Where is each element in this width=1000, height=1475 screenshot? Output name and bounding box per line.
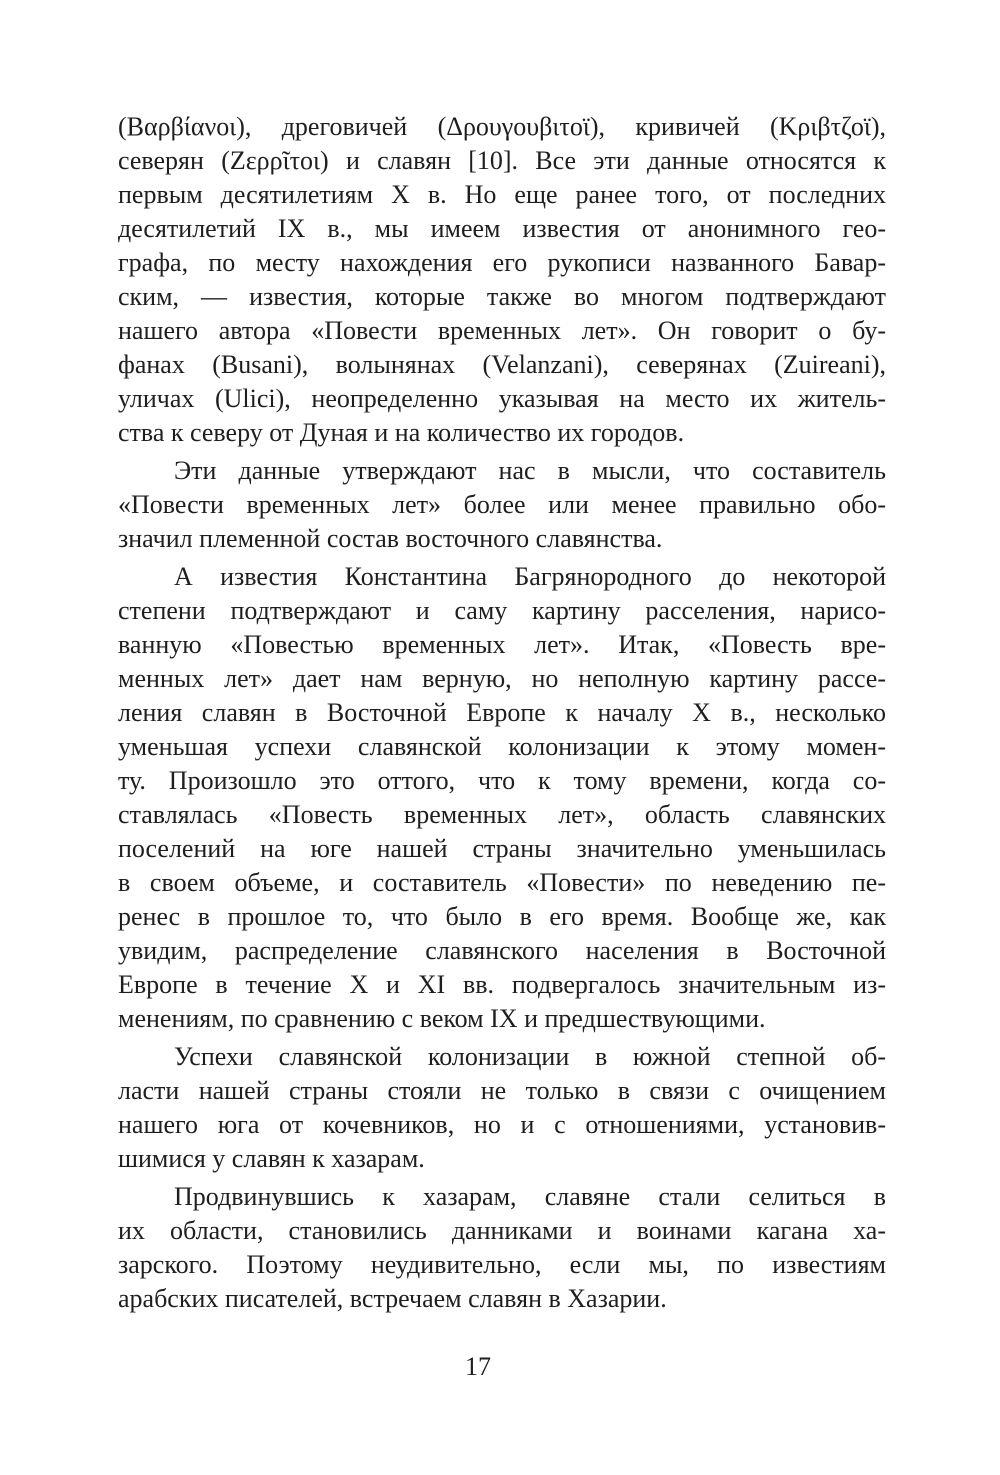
text-line: уличах (Ulici), неопределенно указывая на место их житель- [118,384,886,413]
text-line: менных лет» дает нам верную, но неполную картину рассе- [118,664,886,693]
text-line: значил племенной состав восточного славянства. [118,524,663,553]
text-line: ления славян в Восточной Европе к началу X в., несколько [118,698,886,727]
text-line: Продвинувшись к хазарам, славяне стали селиться в [174,1182,886,1211]
text-line: десятилетий IX в., мы имеем известия от анонимного гео- [118,214,886,243]
text-line: шимися у славян к хазарам. [118,1144,425,1173]
text-line: степени подтверждают и саму картину расселения, нарисо- [118,596,886,625]
text-line: ским, — известия, которые также во многом подтверждают [118,282,886,311]
text-line: нашего автора «Повести временных лет». Он говорит о бу- [118,316,886,345]
text-line: ства к северу от Дуная и на количество их городов. [118,418,685,447]
text-line: ванную «Повестью временных лет». Итак, «Повесть вре- [118,630,886,659]
text-line: в своем объеме, и составитель «Повести» по неведению пе- [118,868,886,897]
text-line: «Повести временных лет» более или менее правильно обо- [118,490,886,519]
text-line: Европе в течение X и XI вв. подвергалось значительным из- [118,970,886,999]
text-line: А известия Константина Багрянородного до некоторой [174,562,886,591]
text-line: ставлялась «Повесть временных лет», область славянских [118,800,886,829]
text-line: первым десятилетиям X в. Но еще ранее того, от последних [118,180,886,209]
text-line: зарского. Поэтому неудивительно, если мы, по известиям [118,1250,886,1279]
text-line: (Βαρβίανοι), дреговичей (Δρουγουβιτοϊ), кривичей (Κριβτζοϊ), [118,112,886,141]
body-text [118,110,886,1320]
text-line: графа, по месту нахождения его рукописи названного Бавар- [118,248,886,277]
text-line: нашего юга от кочевников, но и с отношениями, установив- [118,1110,886,1139]
text-line: увидим, распределение славянского населения в Восточной [118,936,886,965]
text-line: менениям, по сравнению с веком IX и предшествующими. [118,1004,766,1033]
text-line: арабских писателей, встречаем славян в Хазарии. [118,1284,667,1313]
page-number: 17 [465,1352,491,1381]
text-line: ласти нашей страны стояли не только в связи с очищением [118,1076,886,1105]
text-line: ренес в прошлое то, что было в его время. Вообще же, как [118,902,886,931]
text-line: ту. Произошло это оттого, что к тому времени, когда со- [118,766,886,795]
text-line: Успехи славянской колонизации в южной степной об- [174,1042,886,1071]
paragraph [118,110,886,450]
paragraph [118,454,886,556]
paragraph [118,1040,886,1176]
text-line: Эти данные утверждают нас в мысли, что составитель [174,456,886,485]
text-line: поселений на юге нашей страны значительно уменьшилась [118,834,886,863]
text-line: их области, становились данниками и воинами кагана ха- [118,1216,886,1245]
text-line: фанах (Busani), волынянах (Velanzani), северянах (Zuireani), [118,350,886,379]
paragraph [118,560,886,1036]
text-line: северян (Ζερρῖτοι) и славян [10]. Все эти данные относятся к [118,146,886,175]
text-line: уменьшая успехи славянской колонизации к этому момен- [118,732,886,761]
paragraph [118,1180,886,1316]
